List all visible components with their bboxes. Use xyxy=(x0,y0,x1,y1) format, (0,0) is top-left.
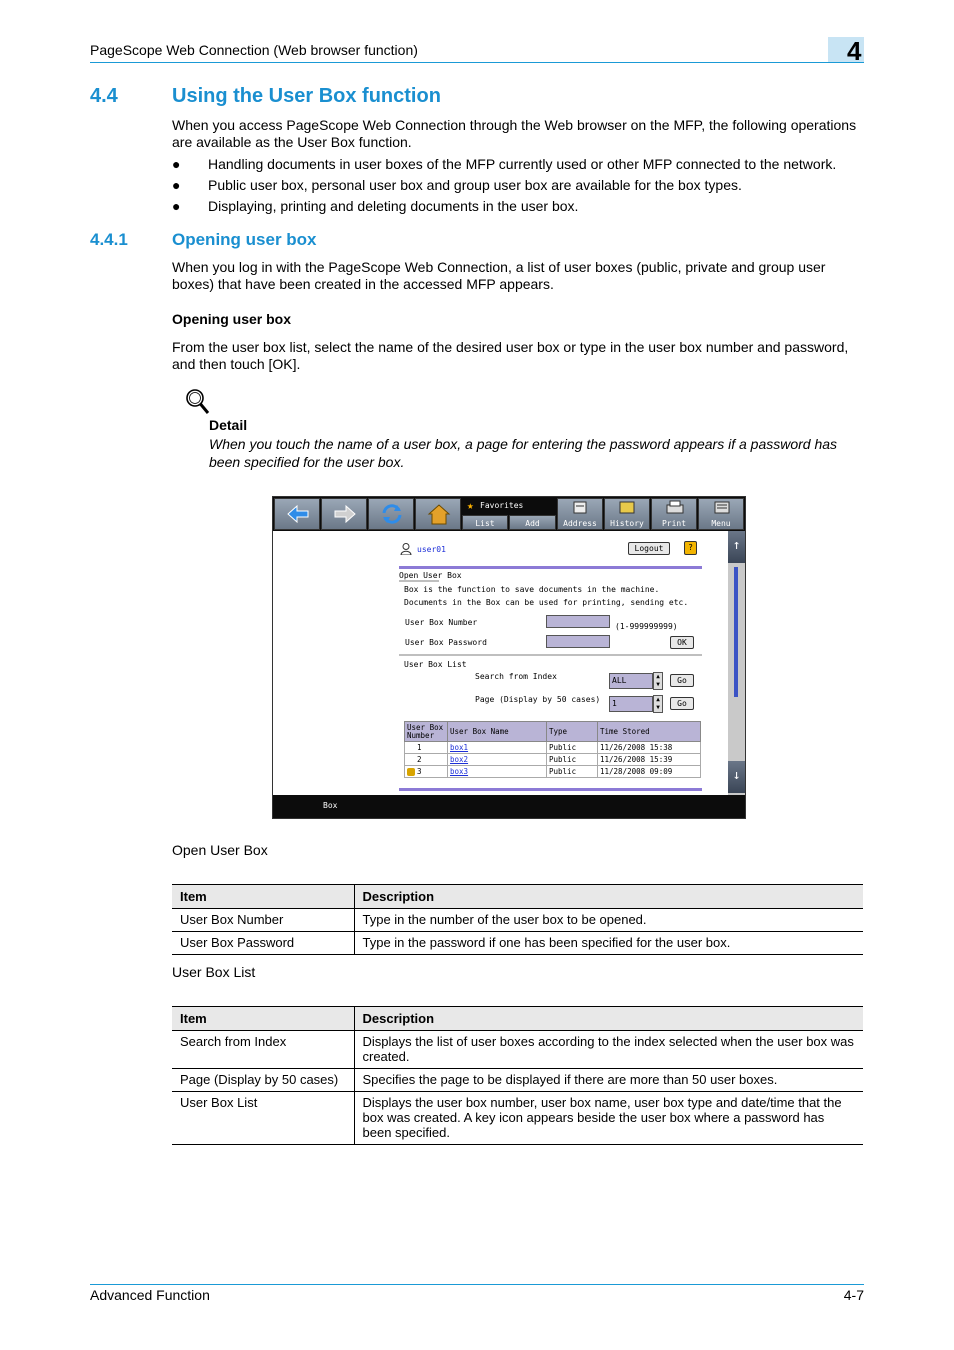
spin-buttons[interactable]: ▲ ▼ xyxy=(653,672,663,690)
description-cell: Type in the number of the user box to be opened. xyxy=(354,909,863,932)
history-icon xyxy=(605,499,651,517)
table-caption: User Box List xyxy=(172,964,256,980)
item-cell: Search from Index xyxy=(172,1031,354,1069)
scroll-down-button[interactable]: ↓ xyxy=(728,761,745,793)
item-cell: Page (Display by 50 cases) xyxy=(172,1069,354,1092)
box-number-cell: 3 xyxy=(405,766,448,778)
table-row xyxy=(172,932,863,955)
list-item: ● Handling documents in user boxes of the MFP currently used or other MFP connected to the network. xyxy=(172,156,837,172)
header-rule xyxy=(90,62,864,63)
table-caption: Open User Box xyxy=(172,842,268,858)
section-heading xyxy=(90,85,441,108)
favorites-label: ★ Favorites xyxy=(467,499,524,512)
print-button[interactable]: Print xyxy=(651,498,697,530)
menu-icon xyxy=(699,499,745,517)
box-name-link[interactable]: box2 xyxy=(448,754,547,766)
toolbar xyxy=(273,497,745,531)
box-password-input[interactable] xyxy=(546,635,610,648)
description-cell: Displays the user box number, user box name, user box type and date/time that the box was created. A key icon appears beside the user box where a password has been specified. xyxy=(354,1092,863,1145)
box-type-cell: Public xyxy=(547,742,598,754)
column-header: Item xyxy=(172,1007,354,1031)
bullet-icon: ● xyxy=(172,198,181,214)
help-icon[interactable]: ? xyxy=(684,541,697,555)
home-icon xyxy=(416,499,462,529)
logout-button[interactable]: Logout xyxy=(628,542,670,555)
status-bar xyxy=(273,795,745,818)
back-button[interactable] xyxy=(274,498,320,530)
subsection-heading xyxy=(90,230,317,250)
page-label: Page (Display by 50 cases) xyxy=(475,695,601,704)
column-header: User Box Number xyxy=(405,722,448,742)
box-time-cell: 11/26/2008 15:38 xyxy=(598,742,701,754)
column-header: Description xyxy=(354,1007,863,1031)
box-time-cell: 11/28/2008 09:09 xyxy=(598,766,701,778)
refresh-button[interactable] xyxy=(368,498,414,530)
bullet-icon: ● xyxy=(172,156,181,172)
box-time-cell: 11/26/2008 15:39 xyxy=(598,754,701,766)
chapter-number: 4 xyxy=(847,36,862,66)
procedure-heading: Opening user box xyxy=(172,311,292,327)
section-title: Using the User Box function xyxy=(172,85,441,107)
item-cell: User Box Password xyxy=(172,932,354,955)
box-type-cell: Public xyxy=(547,754,598,766)
table-header-row xyxy=(172,885,863,909)
box-name-link[interactable]: box3 xyxy=(448,766,547,778)
procedure-paragraph: From the user box list, select the name of the desired user box or type in the user box number and password, and then touch [OK]. xyxy=(172,339,849,372)
search-index-label: Search from Index xyxy=(475,672,557,681)
user-box-list-table xyxy=(172,1006,863,1145)
page-select[interactable]: 1 xyxy=(609,696,653,712)
table-row xyxy=(172,1031,863,1069)
open-user-box-table xyxy=(172,884,863,955)
home-button[interactable] xyxy=(415,498,461,530)
status-bar-label: Box xyxy=(323,801,338,810)
list-item: ● Displaying, printing and deleting documents in the user box. xyxy=(172,198,579,214)
subsection-title: Opening user box xyxy=(172,230,317,249)
column-header: Description xyxy=(354,885,863,909)
description-line: Box is the function to save documents in the machine. xyxy=(404,585,660,594)
box-number-range: (1-999999999) xyxy=(615,622,678,631)
detail-text: When you touch the name of a user box, a page for entering the password appears if a password has been specified for the user box. xyxy=(209,436,838,470)
column-header: Type xyxy=(547,722,598,742)
favorites-add-button[interactable]: Add xyxy=(509,515,556,530)
box-number-input[interactable] xyxy=(546,615,610,628)
star-icon: ★ xyxy=(467,499,474,512)
description-line: Documents in the Box can be used for printing, sending etc. xyxy=(404,598,689,607)
box-number-label: User Box Number xyxy=(405,618,478,627)
box-number-cell: 2 xyxy=(405,754,448,766)
refresh-icon xyxy=(369,499,415,529)
list-title: User Box List xyxy=(404,660,467,669)
user-box-screenshot xyxy=(272,496,746,819)
table-row xyxy=(405,766,701,778)
subsection-number: 4.4.1 xyxy=(90,230,128,249)
section-divider xyxy=(399,566,702,569)
column-header: Item xyxy=(172,885,354,909)
favorites-list-button[interactable]: List xyxy=(462,515,508,530)
footer-title: Advanced Function xyxy=(90,1287,210,1303)
intro-paragraph: When you access PageScope Web Connection through the Web browser on the MFP, the following operations are available as the User Box function. xyxy=(172,117,857,150)
table-row xyxy=(172,1069,863,1092)
user-icon xyxy=(400,543,412,555)
description-cell: Displays the list of user boxes according to the index selected when the user box was created. xyxy=(354,1031,863,1069)
feature-list xyxy=(172,156,872,219)
section-divider xyxy=(399,788,702,791)
user-box-table xyxy=(404,721,701,778)
logged-user: user01 xyxy=(417,545,446,554)
table-header-row xyxy=(172,1007,863,1031)
magnifier-icon xyxy=(185,388,211,416)
search-go-button[interactable]: Go xyxy=(670,674,694,687)
scrollbar-thumb[interactable] xyxy=(734,567,738,697)
list-item: ● Public user box, personal user box and group user box are available for the box types. xyxy=(172,177,742,193)
open-box-title: Open User Box xyxy=(399,571,462,580)
table-row xyxy=(405,754,701,766)
table-row xyxy=(405,742,701,754)
subsection-paragraph: When you log in with the PageScope Web Connection, a list of user boxes (public, private and group user boxes) that have been created in the accessed MFP appears. xyxy=(172,259,826,292)
spin-buttons[interactable]: ▲ ▼ xyxy=(653,695,663,713)
table-row xyxy=(172,1092,863,1145)
section-number: 4.4 xyxy=(90,85,118,107)
page-go-button[interactable]: Go xyxy=(670,697,694,710)
running-header: PageScope Web Connection (Web browser function) xyxy=(90,42,418,58)
table-header-row xyxy=(405,722,701,742)
history-button[interactable]: History xyxy=(604,498,650,530)
box-name-link[interactable]: box1 xyxy=(448,742,547,754)
forward-button[interactable] xyxy=(321,498,367,530)
box-number-cell: 1 xyxy=(405,742,448,754)
description-cell: Type in the password if one has been specified for the user box. xyxy=(354,932,863,955)
arrow-right-icon xyxy=(322,499,368,529)
search-index-select[interactable]: ALL xyxy=(609,673,653,689)
title-underline xyxy=(399,580,439,582)
address-book-icon xyxy=(558,499,604,517)
address-button[interactable]: Address xyxy=(557,498,603,530)
page-number: 4-7 xyxy=(843,1287,864,1303)
box-password-label: User Box Password xyxy=(405,638,487,647)
printer-icon xyxy=(652,499,698,517)
box-type-cell: Public xyxy=(547,766,598,778)
menu-button[interactable]: Menu xyxy=(698,498,744,530)
bullet-icon: ● xyxy=(172,177,181,193)
column-header: Time Stored xyxy=(598,722,701,742)
lock-icon xyxy=(407,768,415,776)
favorites-group xyxy=(462,498,556,530)
footer-rule xyxy=(90,1284,864,1285)
section-divider xyxy=(399,654,702,656)
scroll-up-button[interactable]: ↑ xyxy=(728,531,745,563)
ok-button[interactable]: OK xyxy=(670,636,694,649)
column-header: User Box Name xyxy=(448,722,547,742)
description-cell: Specifies the page to be displayed if there are more than 50 user boxes. xyxy=(354,1069,863,1092)
item-cell: User Box List xyxy=(172,1092,354,1145)
table-row xyxy=(172,909,863,932)
arrow-left-icon xyxy=(275,499,321,529)
item-cell: User Box Number xyxy=(172,909,354,932)
detail-label: Detail xyxy=(209,417,248,433)
